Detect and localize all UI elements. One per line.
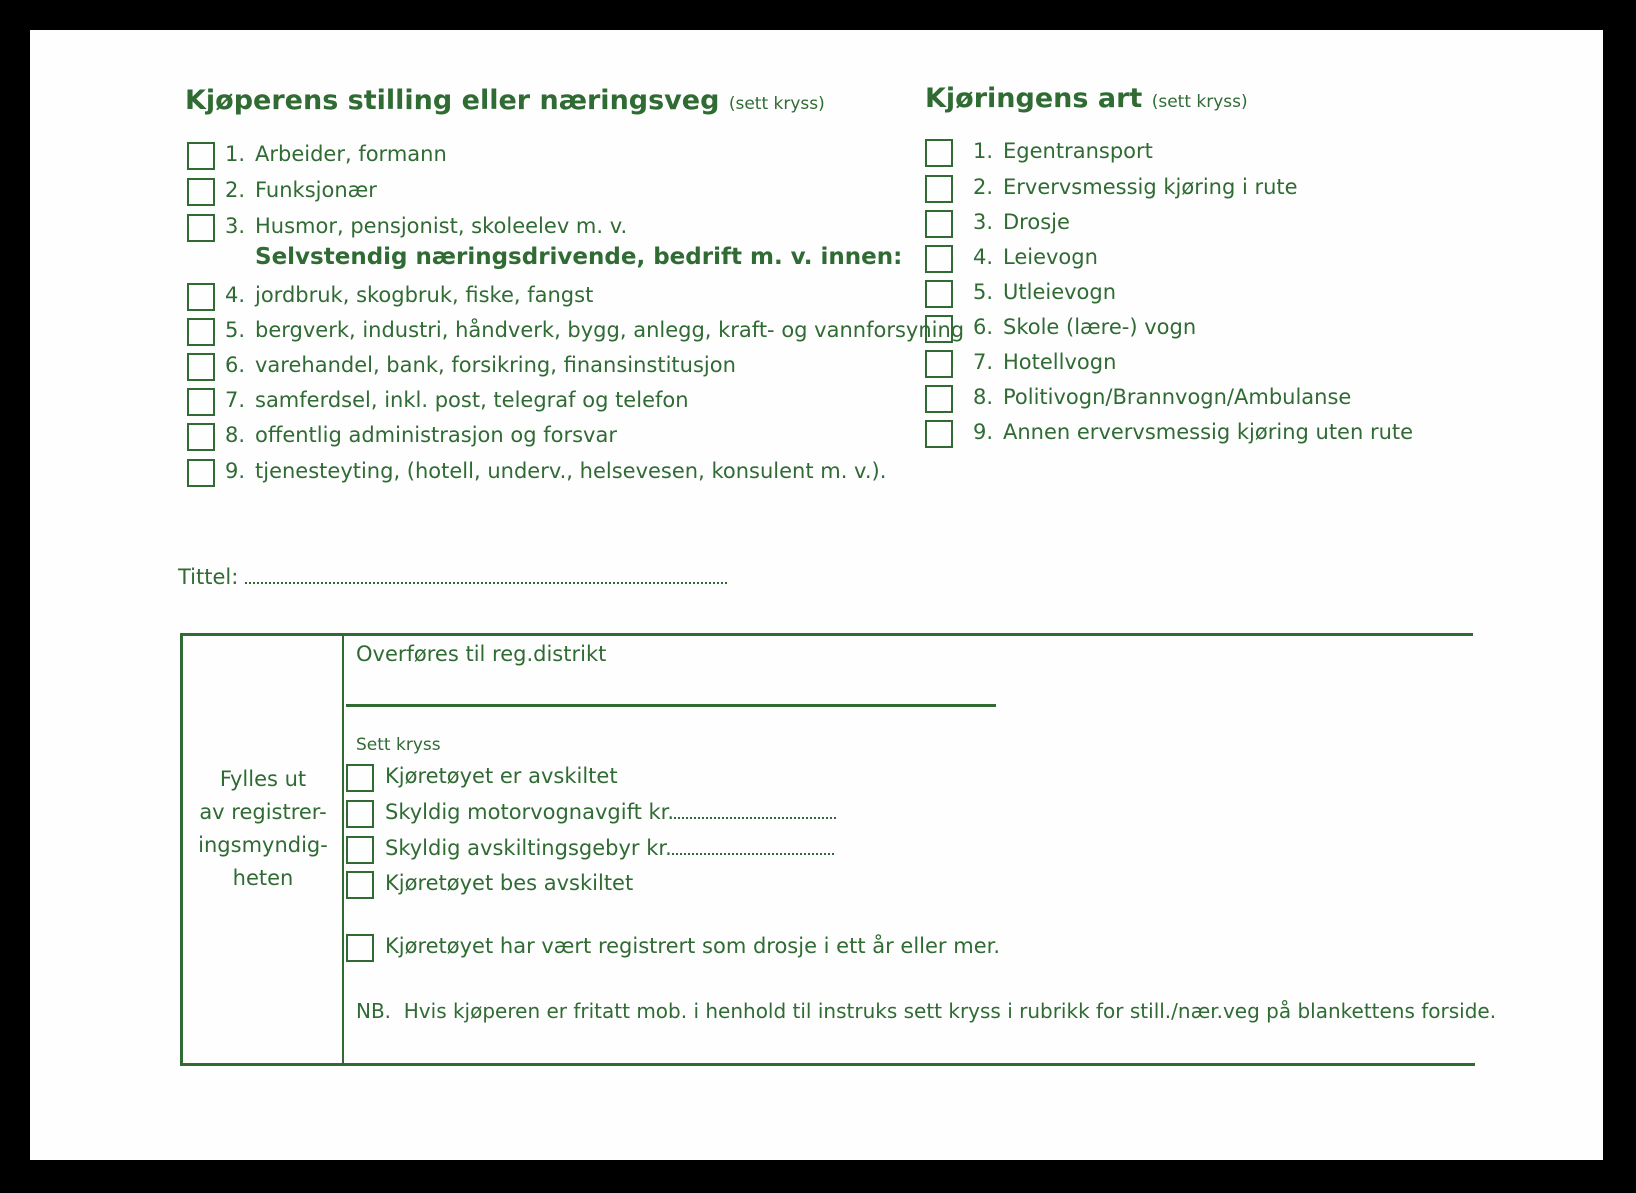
checkbox-stilling-3[interactable] — [187, 214, 215, 242]
item-number: 3. — [225, 214, 246, 238]
kjoring-item-8 — [973, 385, 1351, 409]
stilling-item-4 — [225, 283, 593, 307]
checkbox-stilling-1[interactable] — [187, 142, 215, 170]
right-title-hint: (sett kryss) — [1151, 92, 1248, 112]
sett-kryss-label: Sett kryss — [356, 735, 441, 755]
registry-bottom-rule — [180, 1063, 1475, 1066]
item-number: 8. — [973, 385, 994, 409]
item-label: offentlig administrasjon og forsvar — [255, 423, 617, 447]
kjoring-item-7 — [973, 350, 1116, 374]
checkbox-motorvognavgift[interactable] — [346, 800, 374, 828]
item-label: tjenesteyting, (hotell, underv., helsevesen, konsulent m. v.). — [255, 459, 887, 483]
item-label: samferdsel, inkl. post, telegraf og telefon — [255, 388, 689, 412]
avskiltingsgebyr-amount-field[interactable] — [672, 852, 834, 855]
nb-text: Hvis kjøperen er fritatt mob. i henhold til instruks sett kryss i rubrikk for still./nær.veg på blankettens forside. — [403, 999, 1497, 1023]
kjoring-item-4 — [973, 245, 1098, 269]
item-label: Egentransport — [1003, 139, 1153, 163]
item-number: 6. — [225, 353, 246, 377]
stilling-item-2 — [225, 178, 377, 202]
item-number: 2. — [225, 178, 246, 202]
stilling-item-1 — [225, 142, 447, 166]
item-number: 7. — [225, 388, 246, 412]
checkbox-kjoring-7[interactable] — [925, 350, 953, 378]
stilling-item-7 — [225, 388, 689, 412]
item-number: 4. — [225, 283, 246, 307]
checkbox-stilling-8[interactable] — [187, 423, 215, 451]
left-section-title — [185, 85, 825, 116]
checkbox-kjoring-9[interactable] — [925, 420, 953, 448]
item-label: bergverk, industri, håndverk, bygg, anlegg, kraft- og vannforsyning — [255, 318, 965, 342]
right-title-text: Kjøringens art — [925, 83, 1143, 114]
left-title-text: Kjøperens stilling eller næringsveg — [185, 85, 720, 116]
item-label: Utleievogn — [1003, 280, 1117, 304]
check-label-motorvognavgift: Skyldig motorvognavgift kr. — [385, 800, 675, 824]
item-number: 1. — [225, 142, 246, 166]
item-label: Drosje — [1003, 210, 1070, 234]
checkbox-kjoring-2[interactable] — [925, 175, 953, 203]
side-label-line: ingsmyndig- — [198, 833, 328, 857]
checkbox-kjoring-3[interactable] — [925, 210, 953, 238]
item-label: varehandel, bank, forsikring, finansinstitusjon — [255, 353, 736, 377]
transfer-label: Overføres til reg.distrikt — [356, 642, 607, 666]
selvstendig-subheading: Selvstendig næringsdrivende, bedrift m. v. innen: — [255, 244, 903, 270]
right-section-title — [925, 83, 1248, 114]
side-label-line: heten — [232, 866, 294, 890]
nb-note — [356, 999, 1496, 1023]
item-number: 1. — [973, 139, 994, 163]
tittel-label: Tittel: — [178, 565, 239, 589]
form-paper — [30, 30, 1603, 1160]
item-label: Skole (lære-) vogn — [1003, 315, 1197, 339]
item-number: 2. — [973, 175, 994, 199]
check-label-avskiltet: Kjøretøyet er avskiltet — [385, 764, 618, 788]
item-number: 4. — [973, 245, 994, 269]
check-label-drosje: Kjøretøyet har vært registrert som drosje i ett år eller mer. — [385, 934, 1000, 958]
left-title-hint: (sett kryss) — [728, 94, 825, 114]
item-label: Ervervsmessig kjøring i rute — [1003, 175, 1298, 199]
checkbox-avskiltingsgebyr[interactable] — [346, 836, 374, 864]
checkbox-drosje[interactable] — [346, 934, 374, 962]
item-number: 9. — [225, 459, 246, 483]
tittel-row — [178, 565, 727, 589]
check-label-avskiltingsgebyr: Skyldig avskiltingsgebyr kr. — [385, 836, 672, 860]
item-label: Politivogn/Brannvogn/Ambulanse — [1003, 385, 1352, 409]
item-label: Husmor, pensjonist, skoleelev m. v. — [255, 214, 628, 238]
checkbox-kjoring-5[interactable] — [925, 280, 953, 308]
kjoring-item-5 — [973, 280, 1116, 304]
check-row-avskiltingsgebyr — [385, 836, 834, 860]
stilling-item-3 — [225, 214, 627, 238]
kjoring-item-1 — [973, 139, 1153, 163]
kjoring-item-3 — [973, 210, 1070, 234]
item-label: Leievogn — [1003, 245, 1098, 269]
checkbox-kjoring-6[interactable] — [925, 315, 953, 343]
checkbox-bes-avskiltet[interactable] — [346, 871, 374, 899]
stilling-item-5 — [225, 318, 964, 342]
kjoring-item-9 — [973, 420, 1413, 444]
item-number: 9. — [973, 420, 994, 444]
checkbox-stilling-4[interactable] — [187, 283, 215, 311]
checkbox-stilling-6[interactable] — [187, 353, 215, 381]
item-label: Arbeider, formann — [255, 142, 447, 166]
item-number: 8. — [225, 423, 246, 447]
tittel-dotted-field[interactable] — [245, 581, 727, 584]
item-label: Hotellvogn — [1003, 350, 1117, 374]
motorvognavgift-amount-field[interactable] — [674, 816, 836, 819]
checkbox-kjoring-1[interactable] — [925, 139, 953, 167]
item-number: 6. — [973, 315, 994, 339]
item-label: Funksjonær — [255, 178, 377, 202]
checkbox-stilling-5[interactable] — [187, 318, 215, 346]
transfer-field-line[interactable] — [346, 704, 996, 707]
item-label: Annen ervervsmessig kjøring uten rute — [1003, 420, 1414, 444]
item-number: 5. — [973, 280, 994, 304]
kjoring-item-6 — [973, 315, 1196, 339]
checkbox-stilling-9[interactable] — [187, 459, 215, 487]
checkbox-kjoring-8[interactable] — [925, 385, 953, 413]
checkbox-stilling-2[interactable] — [187, 178, 215, 206]
stilling-item-8 — [225, 423, 617, 447]
stilling-item-6 — [225, 353, 736, 377]
checkbox-stilling-7[interactable] — [187, 388, 215, 416]
checkbox-kjoring-4[interactable] — [925, 245, 953, 273]
stilling-item-9 — [225, 459, 886, 483]
checkbox-avskiltet[interactable] — [346, 764, 374, 792]
registry-top-rule — [180, 633, 1473, 636]
side-label-line: av registrer- — [199, 800, 327, 824]
check-label-bes-avskiltet: Kjøretøyet bes avskiltet — [385, 871, 634, 895]
item-number: 5. — [225, 318, 246, 342]
kjoring-item-2 — [973, 175, 1298, 199]
check-row-motorvognavgift — [385, 800, 836, 824]
side-label-line: Fylles ut — [219, 767, 307, 791]
item-label: jordbruk, skogbruk, fiske, fangst — [255, 283, 594, 307]
registry-side-label — [183, 763, 343, 895]
item-number: 3. — [973, 210, 994, 234]
item-number: 7. — [973, 350, 994, 374]
nb-label: NB. — [356, 999, 392, 1023]
